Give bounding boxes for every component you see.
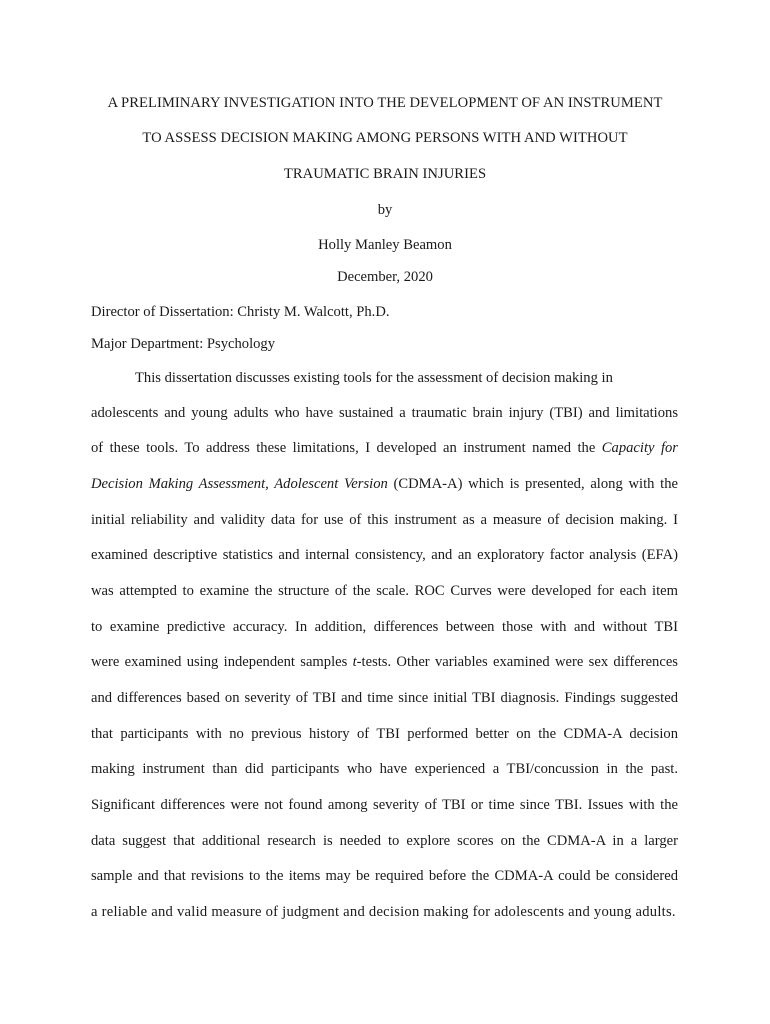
abstract-line: making instrument than did participants who have experienced a TBI/concussion in the past. [91, 761, 678, 777]
abstract-line: data suggest that additional research is needed to explore scores on the CDMA-A in a larger [91, 833, 678, 849]
abstract-text: were examined using independent samples [91, 654, 353, 670]
abstract-line [91, 441, 678, 456]
title-line-1: A PRELIMINARY INVESTIGATION INTO THE DEVELOPMENT OF AN INSTRUMENT [107, 95, 663, 111]
abstract-line [91, 477, 678, 492]
abstract-text: (CDMA-A) which is presented, along with the [387, 476, 678, 492]
abstract-italic-text: Decision Making Assessment, Adolescent Version [91, 476, 388, 492]
abstract-text: of these tools. To address these limitations, I developed an instrument named the [91, 440, 602, 456]
abstract-italic-text: t [352, 654, 357, 670]
abstract-italic-text: Capacity for [601, 440, 678, 456]
abstract-line: that participants with no previous history of TBI performed better on the CDMA-A decision [91, 726, 678, 742]
date: December, 2020 [337, 269, 433, 285]
abstract-line: and differences based on severity of TBI and time since initial TBI diagnosis. Findings suggested [91, 690, 678, 706]
by-line: by [377, 202, 393, 218]
abstract-line: Significant differences were not found among severity of TBI or time since TBI. Issues with the [91, 797, 678, 813]
title-line-3: TRAUMATIC BRAIN INJURIES [283, 166, 487, 182]
abstract-line: adolescents and young adults who have sustained a traumatic brain injury (TBI) and limitations [91, 405, 678, 421]
title-line-2: TO ASSESS DECISION MAKING AMONG PERSONS WITH AND WITHOUT [142, 130, 628, 146]
abstract-text: -tests. Other variables examined were sex differences [356, 654, 678, 670]
abstract-line [91, 655, 678, 670]
director-of-dissertation: Director of Dissertation: Christy M. Walcott, Ph.D. [91, 304, 390, 320]
author-name: Holly Manley Beamon [318, 237, 452, 253]
major-department: Major Department: Psychology [91, 336, 276, 352]
abstract-line: was attempted to examine the structure of the scale. ROC Curves were developed for each item [91, 583, 678, 599]
abstract-line: to examine predictive accuracy. In addition, differences between those with and without TBI [91, 619, 678, 635]
abstract-line: This dissertation discusses existing tools for the assessment of decision making in [135, 370, 613, 386]
abstract-line: examined descriptive statistics and internal consistency, and an exploratory factor analysis (EFA) [91, 547, 678, 563]
abstract-line: initial reliability and validity data for use of this instrument as a measure of decision making. I [91, 512, 678, 528]
abstract-line: sample and that revisions to the items may be required before the CDMA-A could be considered [91, 868, 678, 884]
abstract-line: a reliable and valid measure of judgment and decision making for adolescents and young adults. [91, 904, 676, 920]
